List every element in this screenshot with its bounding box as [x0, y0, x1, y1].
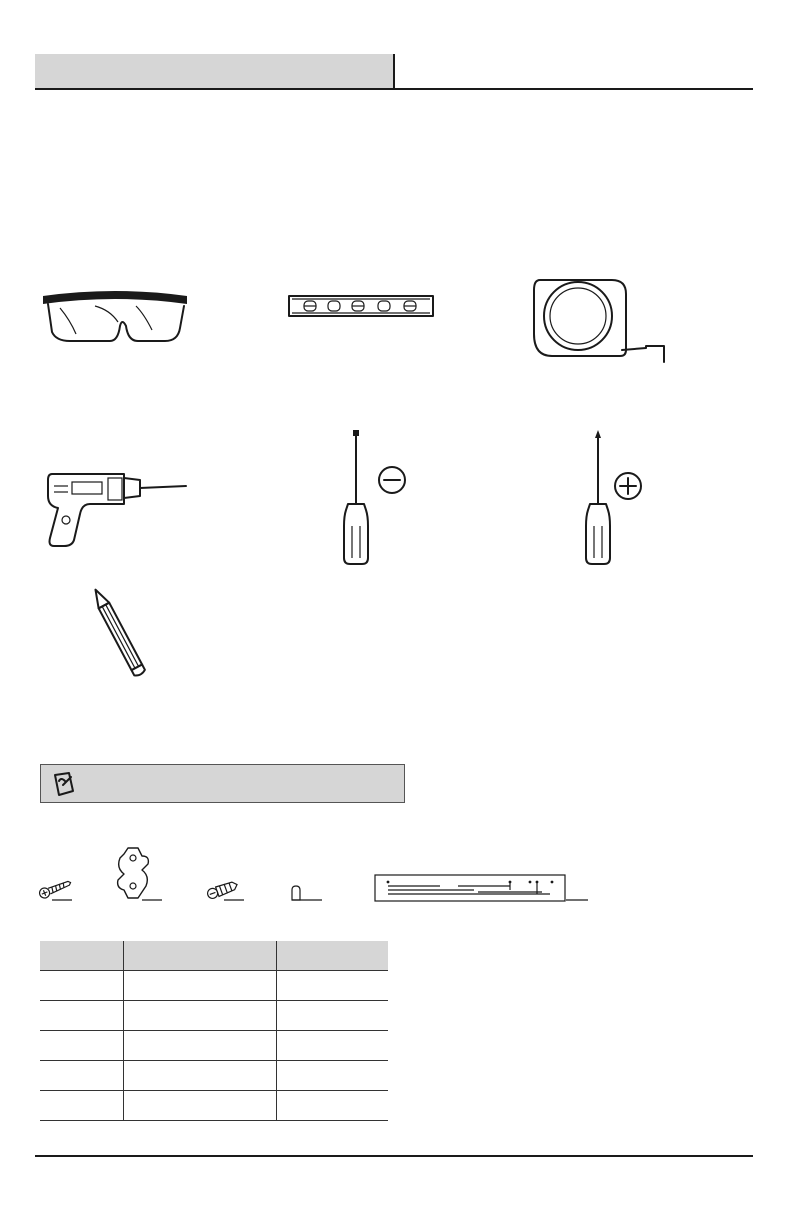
table-cell: [40, 1001, 123, 1031]
pencil-icon: [88, 582, 148, 682]
footer-rule: [35, 1155, 753, 1157]
phillips-screwdriver-icon: [586, 430, 666, 570]
table-cell: [123, 1091, 276, 1121]
template-icon: [374, 874, 590, 902]
table-cell: [123, 1061, 276, 1091]
table-cell: [276, 1001, 388, 1031]
header-cell-quantity: [276, 941, 388, 971]
cap-icon: [290, 884, 324, 902]
header-rule: [35, 88, 753, 90]
screw-icon: [38, 876, 78, 902]
table-row: [40, 1061, 388, 1091]
table-cell: [40, 971, 123, 1001]
bracket-icon: [108, 844, 164, 902]
table-cell: [123, 971, 276, 1001]
header-cell-description: [123, 941, 276, 971]
table-cell: [123, 1001, 276, 1031]
table-row: [40, 971, 388, 1001]
table-cell: [40, 1091, 123, 1121]
hardware-note-bar: [40, 764, 405, 803]
header-divider: [393, 54, 395, 90]
table-cell: [276, 971, 388, 1001]
table-cell: [276, 1061, 388, 1091]
table-cell: [40, 1061, 123, 1091]
safety-glasses-icon: [40, 288, 190, 348]
power-drill-icon: [44, 468, 194, 548]
flathead-screwdriver-icon: [340, 430, 420, 570]
section-header-tab: [35, 54, 393, 88]
level-icon: [288, 295, 434, 317]
anchor-icon: [206, 876, 246, 902]
table-row: [40, 1001, 388, 1031]
parts-table-header: [40, 941, 388, 971]
table-cell: [123, 1031, 276, 1061]
table-row: [40, 1031, 388, 1061]
tape-measure-icon: [530, 276, 670, 366]
table-cell: [40, 1031, 123, 1061]
table-cell: [276, 1091, 388, 1121]
header-cell-part: [40, 941, 123, 971]
parts-table: [40, 941, 388, 1121]
note-icon: [51, 771, 77, 797]
table-row: [40, 1091, 388, 1121]
table-cell: [276, 1031, 388, 1061]
